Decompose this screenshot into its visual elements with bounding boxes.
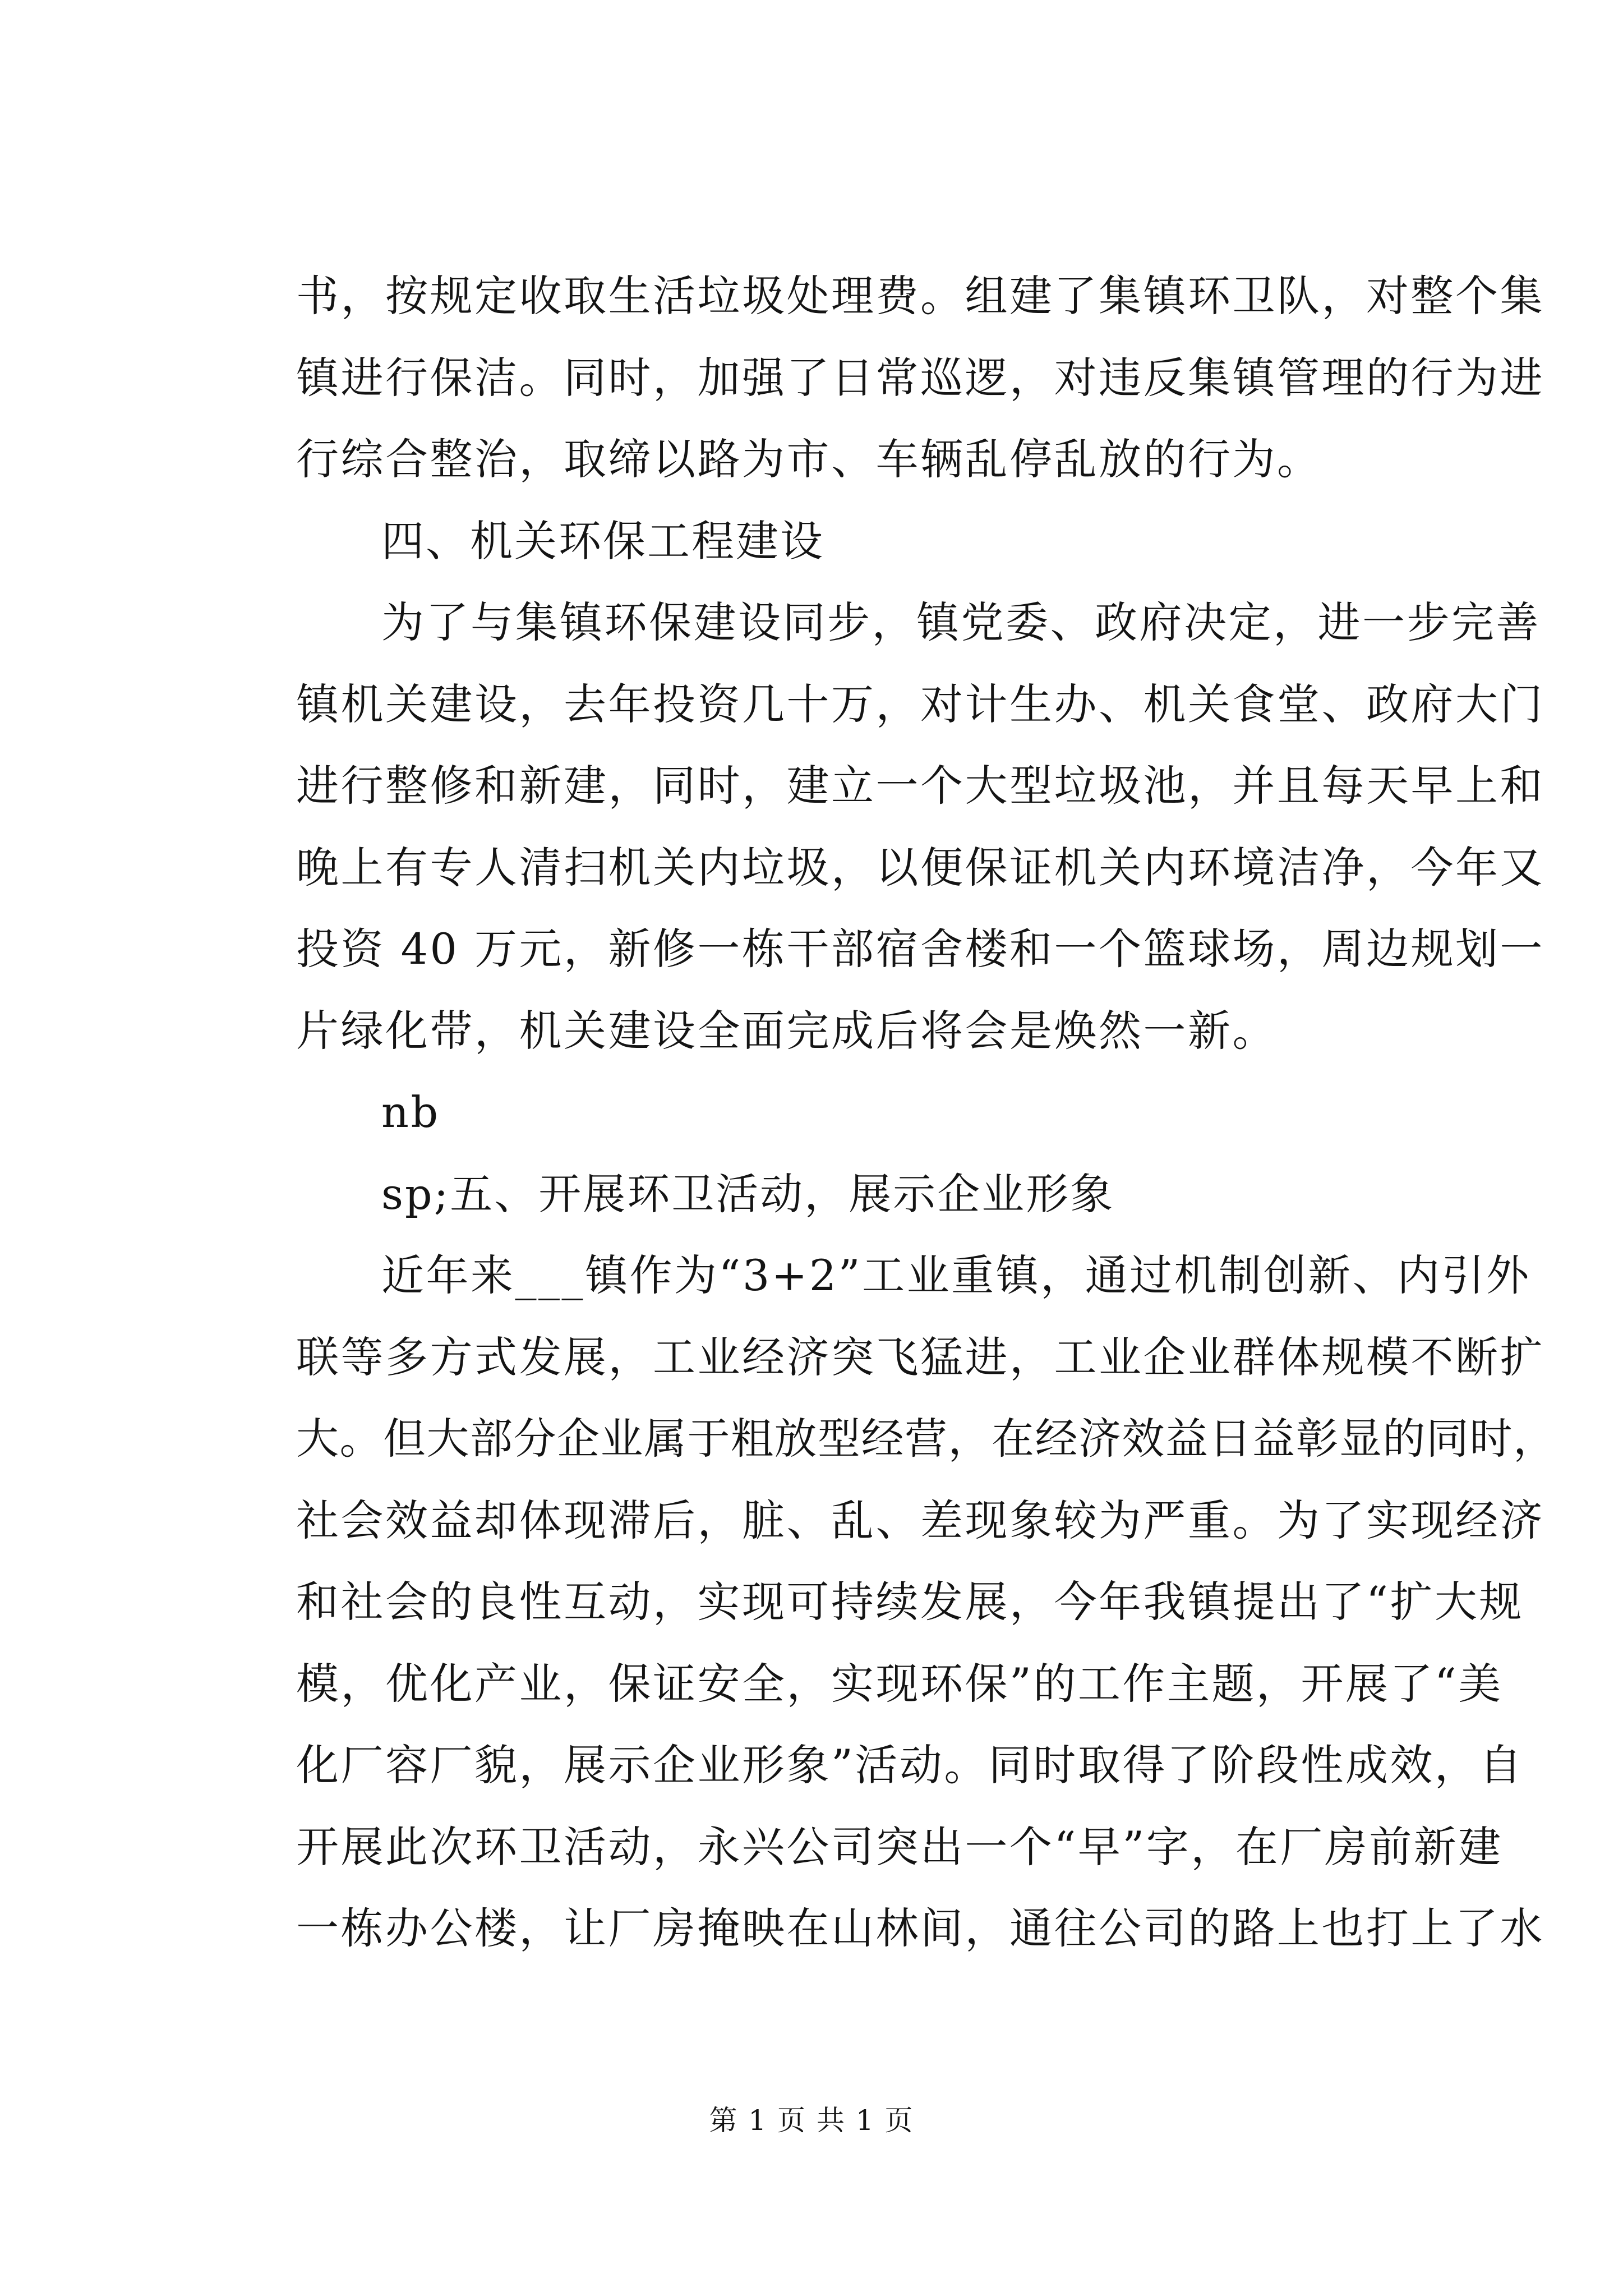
text-line: 镇机关建设，去年投资几十万，对计生办、机关食堂、政府大门 [296,679,1544,729]
text-line: 行综合整治，取缔以路为市、车辆乱停乱放的行为。 [296,434,1322,484]
text-line: 大。但大部分企业属于粗放型经营，在经济效益日益彰显的同时， [296,1414,1557,1464]
text-line: 社会效益却体现滞后，脏、乱、差现象较为严重。为了实现经济 [296,1495,1544,1545]
text-line: 一栋办公楼，让厂房掩映在山林间，通往公司的路上也打上了水 [296,1903,1544,1953]
text-line: 为了与集镇环保建设同步，镇党委、政府决定，进一步完善 [381,597,1541,647]
page-number-footer [0,2101,1623,2140]
text-line: 镇进行保洁。同时，加强了日常巡逻，对违反集镇管理的行为进 [296,352,1544,403]
text-line: 联等多方式发展，工业经济突飞猛进，工业企业群体规模不断扩 [296,1332,1544,1382]
text-line: 晚上有专人清扫机关内垃圾，以便保证机关内环境洁净，今年又 [296,842,1544,892]
section-heading: 四、机关环保工程建设 [381,516,824,566]
section-heading: sp;五、开展环卫活动，展示企业形象 [381,1168,1115,1219]
text-line: 进行整修和新建，同时，建立一个大型垃圾池，并且每天早上和 [296,761,1544,811]
text-line: 和社会的良性互动，实现可持续发展，今年我镇提出了“扩大规 [296,1577,1524,1627]
text-line: 开展此次环卫活动，永兴公司突出一个“早”字，在厂房前新建 [296,1821,1503,1872]
text-line: 模，优化产业，保证安全，实现环保”的工作主题，开展了“美 [296,1658,1503,1709]
text-line: 片绿化带，机关建设全面完成后将会是焕然一新。 [296,1005,1277,1056]
document-body [296,255,1557,1970]
text-line: 近年来___镇作为“3+2”工业重镇，通过机制创新、内引外 [381,1250,1531,1300]
text-line: 化厂容厂貌，展示企业形象”活动。同时取得了阶段性成效，自 [296,1740,1524,1790]
text-line: nb [381,1087,440,1137]
text-line: 书，按规定收取生活垃圾处理费。组建了集镇环卫队，对整个集 [296,271,1544,321]
page-number-label: 第 1 页 共 1 页 [709,2104,914,2137]
text-line: 投资 40 万元，新修一栋干部宿舍楼和一个篮球场，周边规划一 [296,924,1545,974]
